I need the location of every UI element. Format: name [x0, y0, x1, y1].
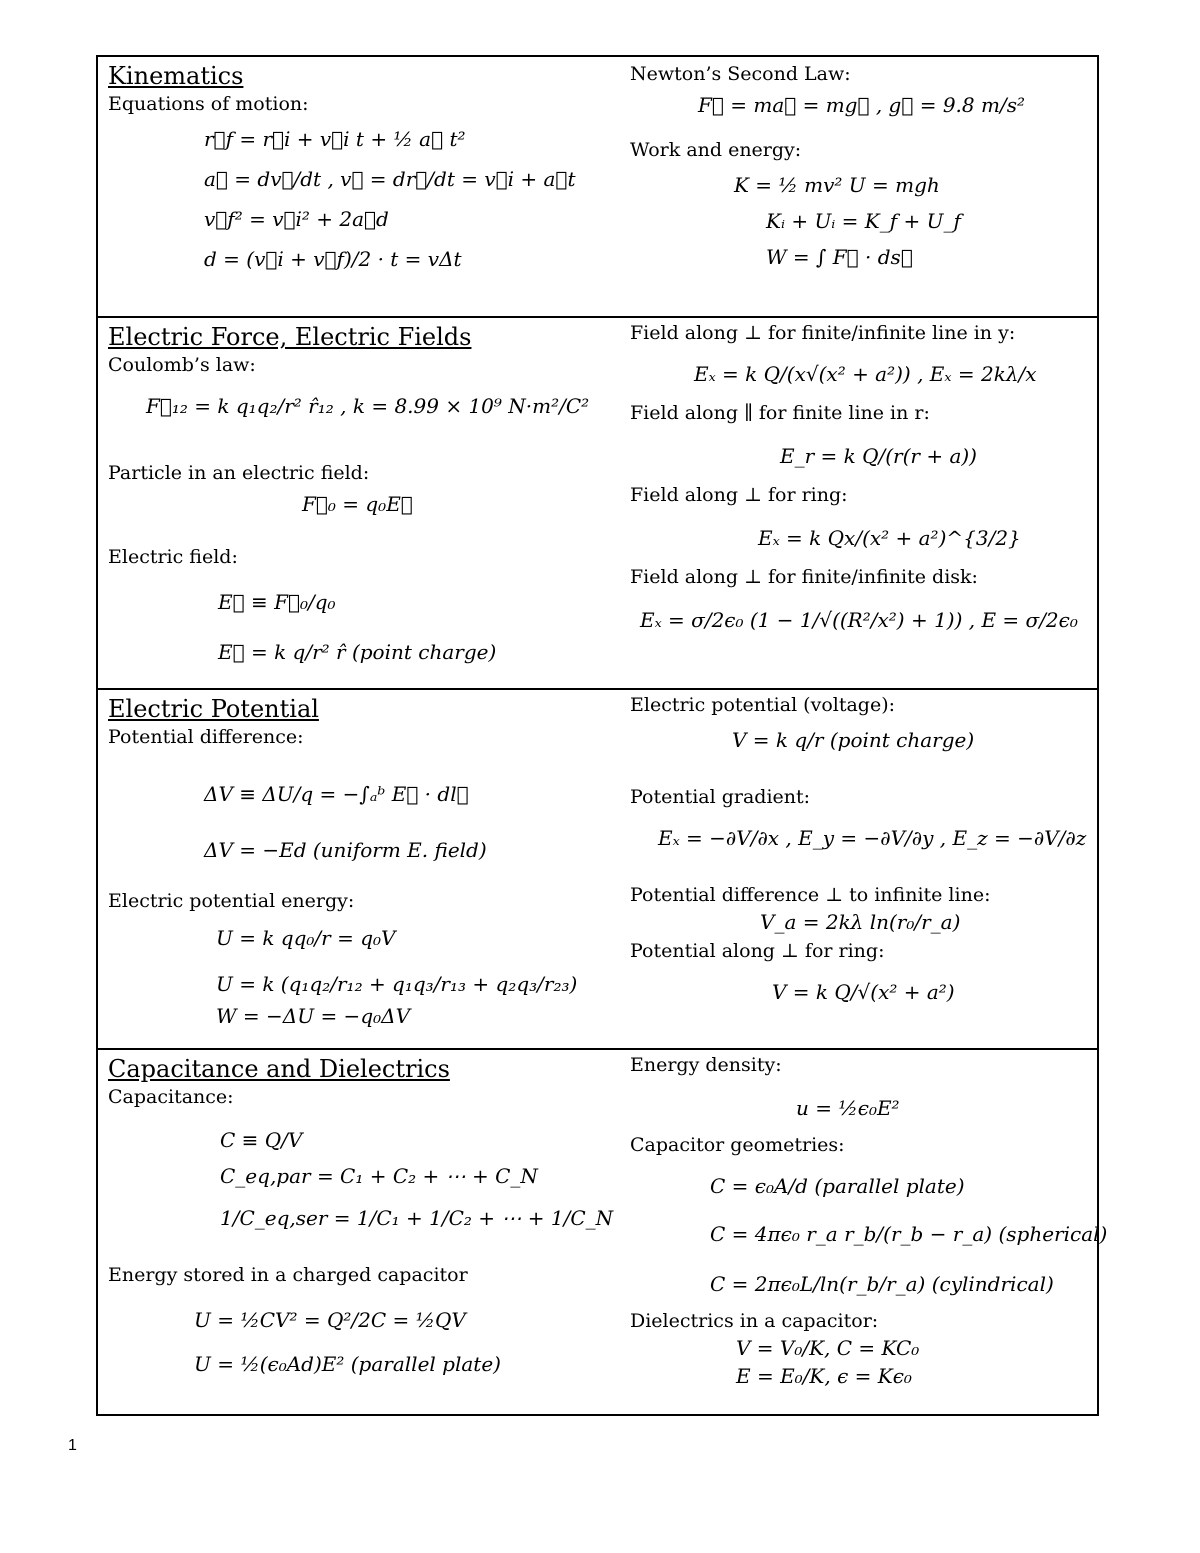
section-electric-potential: [98, 688, 1097, 1048]
eq-capacitance: C ≡ Q/V: [220, 1128, 303, 1152]
electric-potential-heading: Electric Potential: [108, 695, 319, 723]
eq-gradient: Eₓ = −∂V/∂x , E_y = −∂V/∂y , E_z = −∂V/∂z: [658, 826, 1087, 850]
eq-point-charge-field: E⃗ = k q/r² r̂ (point charge): [218, 640, 497, 664]
eq-energy-density: u = ½ϵ₀E²: [796, 1096, 900, 1120]
geometries-label: Capacitor geometries:: [630, 1134, 845, 1156]
eq-line-parallel: E_r = k Q/(r(r + a)): [780, 444, 977, 468]
eq-dielectric-field: E = E₀/K, ϵ = Kϵ₀: [736, 1364, 912, 1388]
eq-field-definition: E⃗ ≡ F⃗₀/q₀: [218, 590, 336, 614]
energy-density-label: Energy density:: [630, 1054, 782, 1076]
eq-position: r⃗f = r⃗i + v⃗i t + ½ a⃗ t²: [204, 127, 466, 151]
potential-difference-label: Potential difference:: [108, 726, 304, 748]
eq-disk-field: Eₓ = σ/2ϵ₀ (1 − 1/√((R²/x²) + 1)) , E = σ/2ϵ₀: [640, 608, 1078, 632]
kinematics-left-column: [108, 57, 618, 316]
newton-label: Newton’s Second Law:: [630, 63, 851, 85]
capacitance-label: Capacitance:: [108, 1086, 234, 1108]
eq-work-potential: W = −ΔU = −q₀ΔV: [216, 1004, 411, 1028]
line-potential-label: Potential difference ⊥ to infinite line:: [630, 884, 991, 906]
capacitance-right-column: [630, 1050, 1108, 1414]
dielectrics-label: Dielectrics in a capacitor:: [630, 1310, 879, 1332]
eq-energy-conservation: Kᵢ + Uᵢ = K_f + U_f: [766, 209, 961, 233]
eq-potential-difference: ΔV ≡ ΔU/q = −∫ₐᵇ E⃗ · dl⃗: [204, 782, 469, 806]
section-electric-force: [98, 316, 1097, 688]
eq-parallel-plate: C = ϵ₀A/d (parallel plate): [710, 1174, 965, 1198]
eq-ring-field: Eₓ = k Qx/(x² + a²)^{3/2}: [758, 526, 1021, 550]
voltage-label: Electric potential (voltage):: [630, 694, 896, 716]
kinematics-right-column: [630, 57, 1090, 316]
eq-kinetic-potential: K = ½ mv² U = mgh: [734, 173, 940, 197]
electric-force-right-column: [630, 318, 1090, 688]
capacitance-left-column: [108, 1050, 618, 1414]
eq-work: W = ∫ F⃗ · ds⃗: [766, 245, 913, 269]
coulomb-label: Coulomb’s law:: [108, 354, 256, 376]
ring-potential-label: Potential along ⊥ for ring:: [630, 940, 885, 962]
eq-system-energy: U = k (q₁q₂/r₁₂ + q₁q₃/r₁₃ + q₂q₃/r₂₃): [216, 972, 578, 996]
formula-sheet: [96, 55, 1108, 1416]
eq-stored-energy: U = ½CV² = Q²/2C = ½QV: [194, 1308, 466, 1332]
eq-coulomb: F⃗₁₂ = k q₁q₂/r² r̂₁₂ , k = 8.99 × 10⁹ N·m²/C²: [146, 394, 590, 418]
eq-dielectric-voltage: V = V₀/K, C = KC₀: [736, 1336, 920, 1360]
page-number: 1: [68, 1437, 77, 1454]
gradient-label: Potential gradient:: [630, 786, 811, 808]
eq-parallel-capacitors: C_eq,par = C₁ + C₂ + ⋯ + C_N: [220, 1164, 538, 1188]
eq-parallel-plate-energy: U = ½(ϵ₀Ad)E² (parallel plate): [194, 1352, 501, 1376]
electric-potential-left-column: [108, 690, 618, 1048]
kinematics-heading: Kinematics: [108, 62, 244, 90]
particle-field-label: Particle in an electric field:: [108, 462, 370, 484]
electric-force-heading: Electric Force, Electric Fields: [108, 323, 472, 351]
eq-series-capacitors: 1/C_eq,ser = 1/C₁ + 1/C₂ + ⋯ + 1/C_N: [220, 1206, 614, 1230]
eq-potential-energy: U = k qq₀/r = q₀V: [216, 926, 396, 950]
eq-uniform-field: ΔV = −Ed (uniform E. field): [204, 838, 487, 862]
disk-field-label: Field along ⊥ for finite/infinite disk:: [630, 566, 978, 588]
eq-displacement: d = (v⃗i + v⃗f)/2 · t = vΔt: [204, 247, 462, 271]
section-kinematics: [98, 57, 1097, 316]
eq-spherical: C = 4πϵ₀ r_a r_b/(r_b − r_a) (spherical): [710, 1222, 1108, 1246]
ring-field-label: Field along ⊥ for ring:: [630, 484, 848, 506]
energy-stored-label: Energy stored in a charged capacitor: [108, 1264, 468, 1286]
electric-field-label: Electric field:: [108, 546, 238, 568]
eq-force-on-charge: F⃗₀ = q₀E⃗: [302, 492, 413, 516]
eq-newton: F⃗ = ma⃗ = mg⃗ , g⃗ = 9.8 m/s²: [698, 93, 1025, 117]
work-energy-label: Work and energy:: [630, 139, 802, 161]
eq-voltage: V = k q/r (point charge): [732, 728, 975, 752]
line-perp-label: Field along ⊥ for finite/infinite line in y:: [630, 322, 1016, 344]
section-capacitance: [98, 1048, 1108, 1414]
capacitance-heading: Capacitance and Dielectrics: [108, 1055, 450, 1083]
eq-line-potential: V_a = 2kλ ln(r₀/r_a): [760, 910, 961, 934]
electric-force-left-column: [108, 318, 618, 688]
line-parallel-label: Field along ∥ for finite line in r:: [630, 402, 930, 424]
eq-cylindrical: C = 2πϵ₀L/ln(r_b/r_a) (cylindrical): [710, 1272, 1054, 1296]
potential-energy-label: Electric potential energy:: [108, 890, 355, 912]
eq-ring-potential: V = k Q/√(x² + a²): [772, 980, 955, 1004]
equations-of-motion-label: Equations of motion:: [108, 93, 309, 115]
eq-velocity-squared: v⃗f² = v⃗i² + 2a⃗d: [204, 207, 389, 231]
electric-potential-right-column: [630, 690, 1090, 1048]
eq-acceleration-velocity: a⃗ = dv⃗/dt , v⃗ = dr⃗/dt = v⃗i + a⃗t: [204, 167, 576, 191]
eq-line-perp: Eₓ = k Q/(x√(x² + a²)) , Eₓ = 2kλ/x: [694, 362, 1037, 386]
